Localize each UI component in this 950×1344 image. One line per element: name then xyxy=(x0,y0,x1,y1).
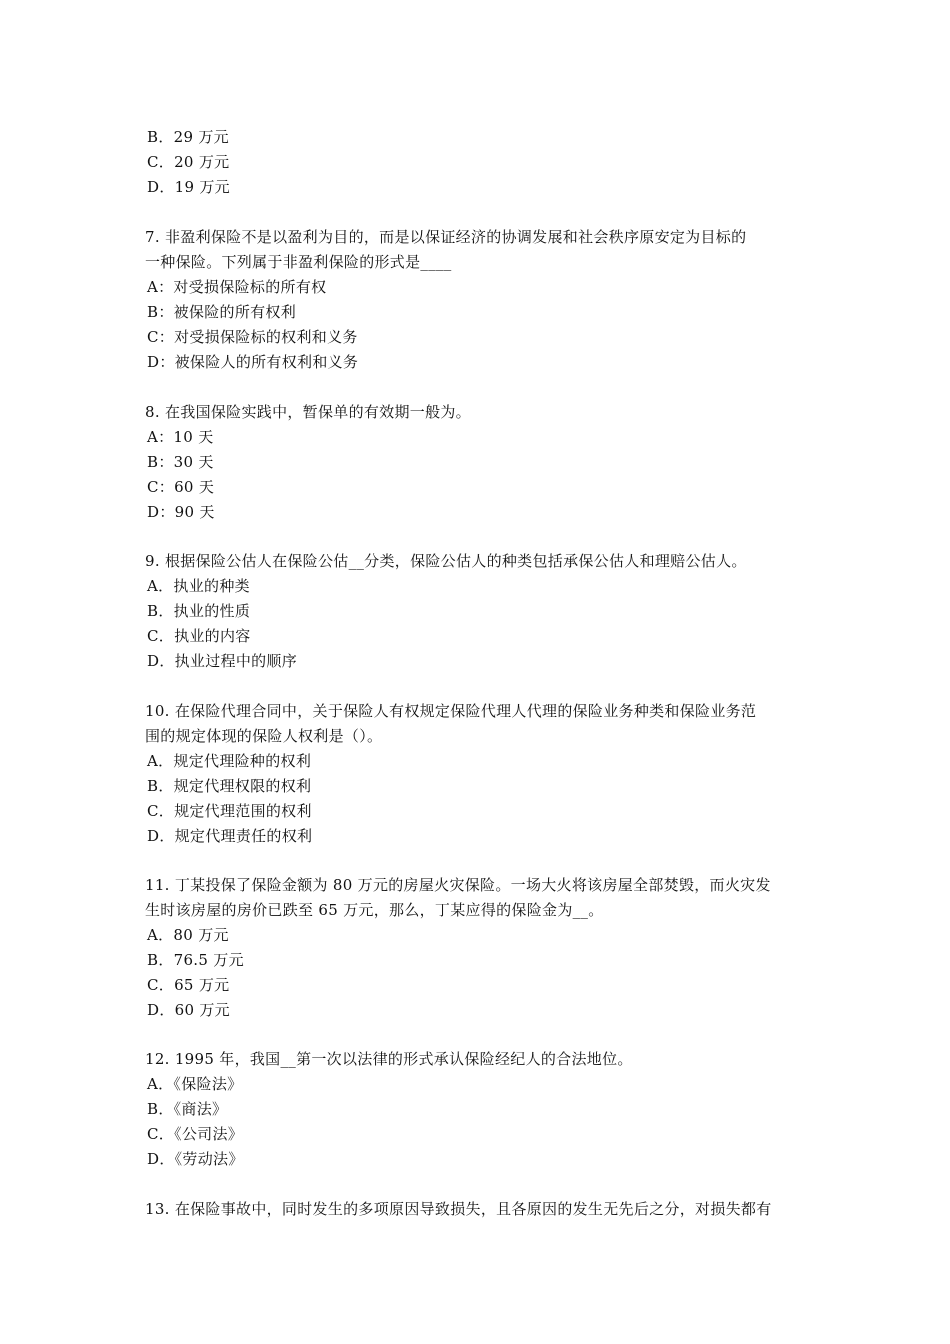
question-7-stem-line-1: 7. 非盈利保险不是以盈利为目的，而是以保证经济的协调发展和社会秩序原安定为目标的 xyxy=(145,228,747,246)
question-9-option-b: B．执业的性质 xyxy=(147,602,251,620)
question-10-option-a: A．规定代理险种的权利 xyxy=(147,752,312,770)
question-13-stem: 13. 在保险事故中，同时发生的多项原因导致损失，且各原因的发生无先后之分，对损失都有 xyxy=(145,1200,772,1218)
question-12-option-d: D．《劳动法》 xyxy=(147,1150,244,1168)
question-9-option-a: A．执业的种类 xyxy=(147,577,250,595)
question-7-option-d: D：被保险人的所有权利和义务 xyxy=(147,353,359,371)
option-b: B．29 万元 xyxy=(147,128,229,146)
question-7-option-a: A：对受损保险标的所有权 xyxy=(147,278,327,296)
question-11-stem-line-1: 11. 丁某投保了保险金额为 80 万元的房屋火灾保险。一场大火将该房屋全部焚毁，而火灾发 xyxy=(145,876,771,894)
question-8-option-d: D：90 天 xyxy=(147,503,215,521)
question-9-option-d: D．执业过程中的顺序 xyxy=(147,652,298,670)
question-10-stem-line-2: 围的规定体现的保险人权利是（）。 xyxy=(145,727,383,745)
question-7-stem-line-2: 一种保险。下列属于非盈利保险的形式是____ xyxy=(145,253,452,271)
question-9-option-c: C．执业的内容 xyxy=(147,627,251,645)
question-12-option-b: B．《商法》 xyxy=(147,1100,228,1118)
question-8-stem: 8. 在我国保险实践中，暂保单的有效期一般为。 xyxy=(145,403,471,421)
question-10-option-b: B．规定代理权限的权利 xyxy=(147,777,312,795)
question-10-stem-line-1: 10. 在保险代理合同中，关于保险人有权规定保险代理人代理的保险业务种类和保险业务范 xyxy=(145,702,757,720)
question-8-option-a: A：10 天 xyxy=(147,428,214,446)
question-11-option-b: B．76.5 万元 xyxy=(147,951,244,969)
question-12-stem: 12. 1995 年，我国__第一次以法律的形式承认保险经纪人的合法地位。 xyxy=(145,1050,633,1068)
question-10-option-c: C．规定代理范围的权利 xyxy=(147,802,312,820)
question-9-stem: 9. 根据保险公估人在保险公估__分类，保险公估人的种类包括承保公估人和理赔公估人。 xyxy=(145,552,747,570)
question-12-option-c: C．《公司法》 xyxy=(147,1125,244,1143)
question-7-option-b: B：被保险的所有权利 xyxy=(147,303,297,321)
question-8-option-c: C：60 天 xyxy=(147,478,215,496)
question-11-option-d: D．60 万元 xyxy=(147,1001,230,1019)
question-12-option-a: A．《保险法》 xyxy=(147,1075,243,1093)
option-c: C．20 万元 xyxy=(147,153,230,171)
question-10-option-d: D．规定代理责任的权利 xyxy=(147,827,313,845)
question-8-option-b: B：30 天 xyxy=(147,453,214,471)
option-d: D．19 万元 xyxy=(147,178,230,196)
question-7-option-c: C：对受损保险标的权利和义务 xyxy=(147,328,358,346)
question-11-stem-line-2: 生时该房屋的房价已跌至 65 万元，那么，丁某应得的保险金为__。 xyxy=(145,901,604,919)
question-11-option-c: C．65 万元 xyxy=(147,976,230,994)
question-11-option-a: A．80 万元 xyxy=(147,926,229,944)
